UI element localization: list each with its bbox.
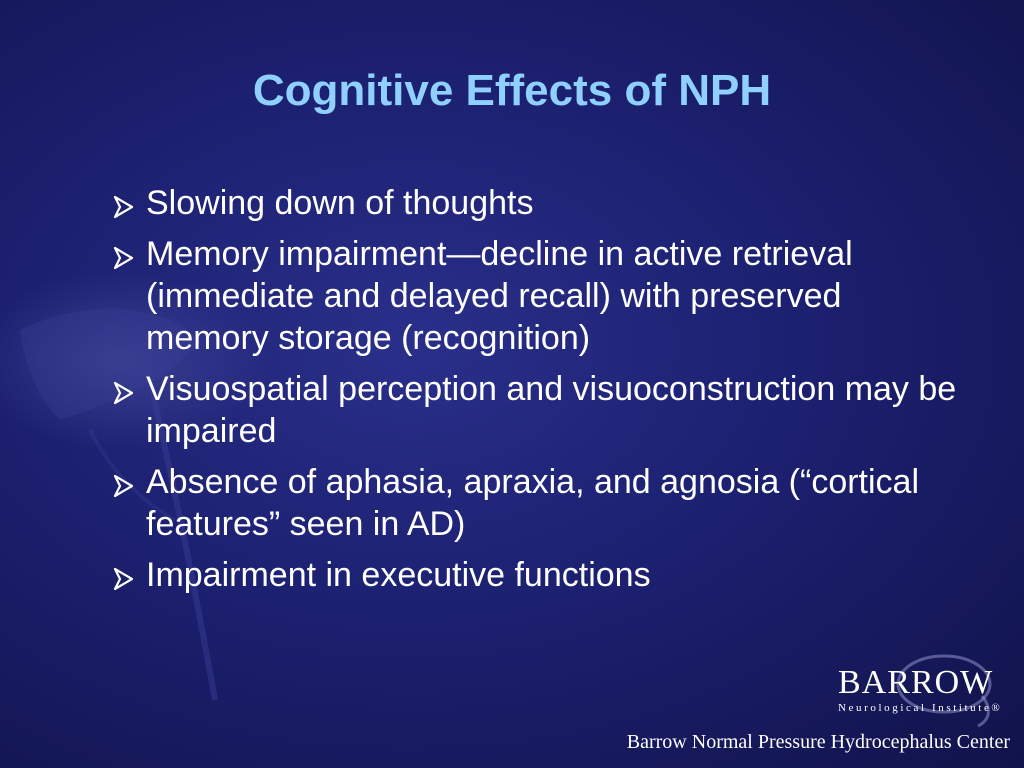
bullet-text: Absence of aphasia, apraxia, and agnosia (“cortical features” seen in AD) (146, 463, 920, 543)
bullet-item (112, 233, 972, 359)
arrow-bullet-icon (112, 368, 146, 410)
bullet-text: Slowing down of thoughts (146, 184, 534, 222)
barrow-logo (832, 648, 1012, 728)
bullet-item (112, 554, 972, 596)
footer-text: Barrow Normal Pressure Hydrocephalus Center (626, 731, 1010, 753)
arrow-bullet-icon (112, 554, 146, 596)
arrow-bullet-icon (112, 182, 146, 224)
bullet-list (112, 182, 972, 605)
bullet-item (112, 368, 972, 452)
logo-wordmark: BARROW (838, 664, 994, 701)
arrow-bullet-icon (112, 461, 146, 503)
bullet-item (112, 182, 972, 224)
bullet-item (112, 461, 972, 545)
bullet-text: Memory impairment—decline in active retrieval (immediate and delayed recall) with preserved memory storage (recognition) (146, 235, 853, 357)
bullet-text: Impairment in executive functions (146, 556, 651, 594)
arrow-bullet-icon (112, 233, 146, 275)
slide-title: Cognitive Effects of NPH (252, 66, 772, 115)
logo-subtitle: Neurological Institute® (838, 702, 1003, 714)
bullet-text: Visuospatial perception and visuoconstruction may be impaired (146, 370, 957, 450)
